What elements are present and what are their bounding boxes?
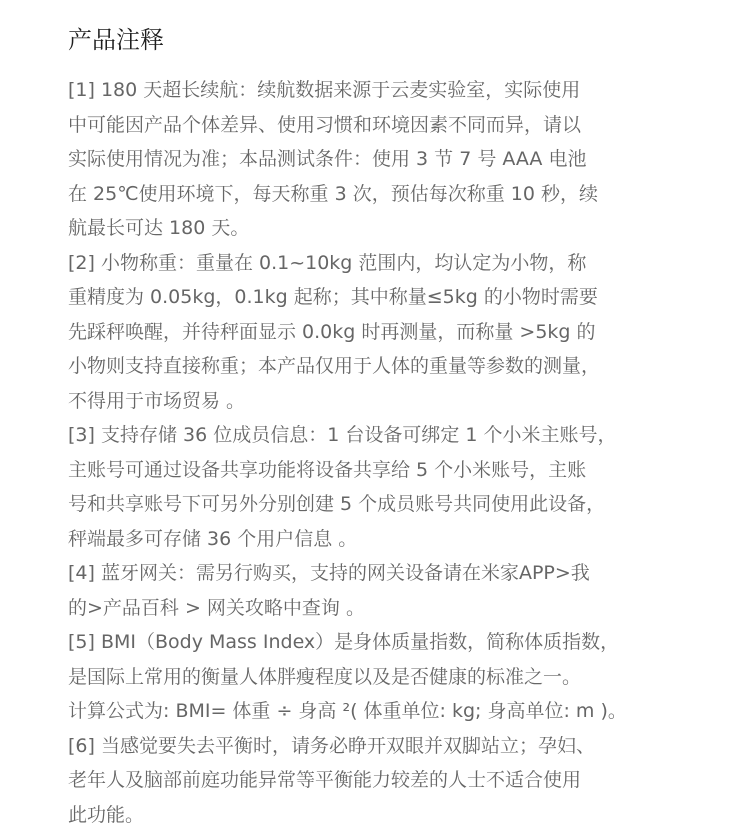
note-line: 实际使用情况为准；本品测试条件：使用 3 节 7 号 AAA 电池 bbox=[68, 148, 587, 170]
note-line: 计算公式为: BMI= 体重 ÷ 身高 ²( 体重单位: kg; 身高单位: m )。 bbox=[68, 700, 627, 722]
note-line: 中可能因产品个体差异、使用习惯和环境因素不同而异，请以 bbox=[68, 113, 582, 136]
note-line: 是国际上常用的衡量人体胖瘦程度以及是否健康的标准之一。 bbox=[68, 665, 582, 688]
page-title: 产品注释 bbox=[68, 26, 164, 54]
note-line: [2] 小物称重：重量在 0.1~10kg 范围内，均认定为小物，称 bbox=[68, 251, 587, 274]
note-line: 重精度为 0.05kg，0.1kg 起称；其中称量≤5kg 的小物时需要 bbox=[68, 286, 598, 308]
note-line: [5] BMI（Body Mass Index）是身体质量指数，简称体质指数， bbox=[68, 631, 620, 653]
note-line: 号和共享账号下可另外分别创建 5 个成员账号共同使用此设备， bbox=[68, 493, 606, 515]
note-line: 秤端最多可存储 36 个用户信息 。 bbox=[68, 527, 358, 550]
note-line: 主账号可通过设备共享功能将设备共享给 5 个小米账号，主账 bbox=[68, 458, 587, 481]
note-line: 航最长可达 180 天。 bbox=[68, 217, 250, 239]
product-notes bbox=[68, 73, 708, 832]
note-line: [1] 180 天超长续航：续航数据来源于云麦实验室，实际使用 bbox=[68, 79, 581, 101]
note-line: 先踩秤唤醒，并待秤面显示 0.0kg 时再测量，而称量 >5kg 的 bbox=[68, 320, 596, 343]
note-line: [6] 当感觉要失去平衡时，请务必睁开双眼并双脚站立；孕妇、 bbox=[68, 734, 595, 757]
note-line: [4] 蓝牙网关：需另行购买，支持的网关设备请在米家APP>我 bbox=[68, 562, 590, 584]
note-line: 老年人及脑部前庭功能异常等平衡能力较差的人士不适合使用 bbox=[68, 769, 582, 791]
note-line: 的>产品百科 > 网关攻略中查询 。 bbox=[68, 596, 365, 619]
note-line: [3] 支持存储 36 位成员信息：1 台设备可绑定 1 个小米主账号， bbox=[68, 424, 617, 446]
note-line: 此功能。 bbox=[68, 803, 145, 826]
note-line: 在 25℃使用环境下，每天称重 3 次，预估每次称重 10 秒，续 bbox=[68, 182, 598, 205]
note-line: 不得用于市场贸易 。 bbox=[68, 389, 246, 412]
note-line: 小物则支持直接称重；本产品仅用于人体的重量等参数的测量， bbox=[68, 355, 601, 377]
